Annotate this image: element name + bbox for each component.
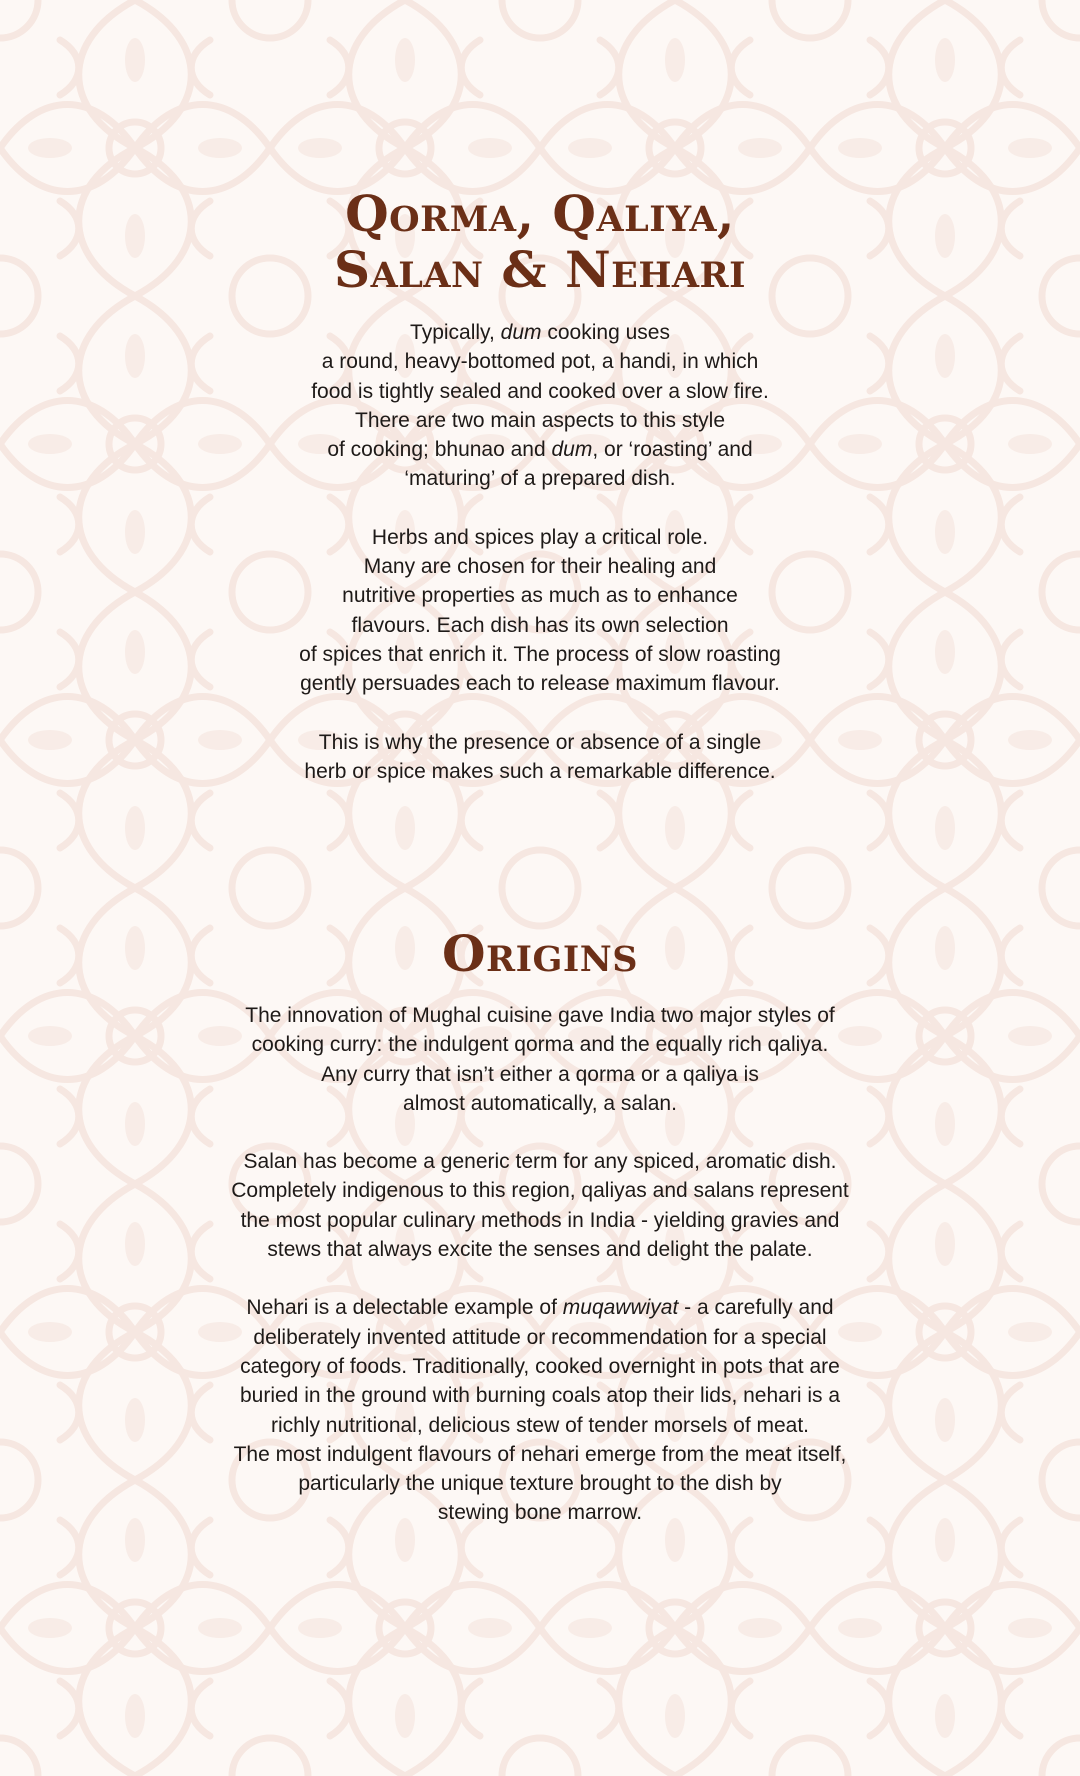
text-line: almost automatically, a salan.: [403, 1091, 677, 1115]
paragraph-dum-cooking: [0, 318, 1080, 494]
text-line: Typically, dum cooking uses: [410, 321, 670, 344]
text-line: Completely indigenous to this region, qaliyas and salans represent: [231, 1179, 849, 1203]
paragraph-nehari: [0, 1293, 1080, 1527]
text-line: Many are chosen for their healing and: [363, 555, 717, 579]
text-line: flavours. Each dish has its own selection: [351, 613, 729, 637]
text-line: deliberately invented attitude or recommendation for a special: [253, 1325, 827, 1349]
text-line: stews that always excite the senses and delight the palate.: [267, 1238, 813, 1262]
section-qorma-body: [0, 318, 1080, 786]
section-title-qorma: [0, 186, 1080, 298]
section-title-origins: Origins: [441, 924, 639, 983]
text-line: Salan has become a generic term for any spiced, aromatic dish.: [243, 1150, 837, 1174]
text-line: Herbs and spices play a critical role.: [371, 525, 709, 549]
paragraph-mughal-cuisine: [0, 1001, 1080, 1118]
text-line: richly nutritional, delicious stew of tender morsels of meat.: [270, 1413, 810, 1437]
text-line: nutritive properties as much as to enhance: [342, 584, 738, 608]
section-origins-body: [0, 1001, 1080, 1528]
paragraph-remarkable-difference: [0, 728, 1080, 787]
text-line: cooking curry: the indulgent qorma and the equally rich qaliya.: [251, 1033, 829, 1057]
text-line: gently persuades each to release maximum flavour.: [300, 672, 780, 696]
text-line: of cooking; bhunao and dum, or ‘roasting’ and: [327, 438, 753, 462]
text-line: category of foods. Traditionally, cooked overnight in pots that are: [240, 1354, 840, 1378]
text-line: particularly the unique texture brought to the dish by: [298, 1472, 782, 1496]
paragraph-herbs-spices: [0, 523, 1080, 699]
text-line: The most indulgent flavours of nehari emerge from the meat itself,: [233, 1442, 847, 1466]
text-line: of spices that enrich it. The process of slow roasting: [299, 642, 781, 666]
text-line: Any curry that isn’t either a qorma or a qaliya is: [321, 1062, 759, 1086]
text-line: a round, heavy-bottomed pot, a handi, in which: [321, 350, 759, 374]
text-line: buried in the ground with burning coals atop their lids, nehari is a: [239, 1384, 841, 1408]
text-line: the most popular culinary methods in India - yielding gravies and: [240, 1208, 840, 1232]
title-line-1: Qorma, Qaliya,: [345, 184, 735, 243]
title-line-2: Salan & Nehari: [333, 240, 747, 299]
text-line: food is tightly sealed and cooked over a slow fire.: [311, 379, 769, 403]
text-line: The innovation of Mughal cuisine gave India two major styles of: [245, 1004, 835, 1027]
paragraph-salan: [0, 1147, 1080, 1264]
text-line: This is why the presence or absence of a single: [318, 730, 762, 754]
text-line: There are two main aspects to this style: [355, 408, 725, 432]
text-line: herb or spice makes such a remarkable difference.: [304, 759, 776, 783]
text-line: ‘maturing’ of a prepared dish.: [404, 467, 676, 491]
text-line: Nehari is a delectable example of muqawwiyat - a carefully and: [246, 1296, 834, 1320]
text-line: stewing bone marrow.: [437, 1501, 643, 1525]
